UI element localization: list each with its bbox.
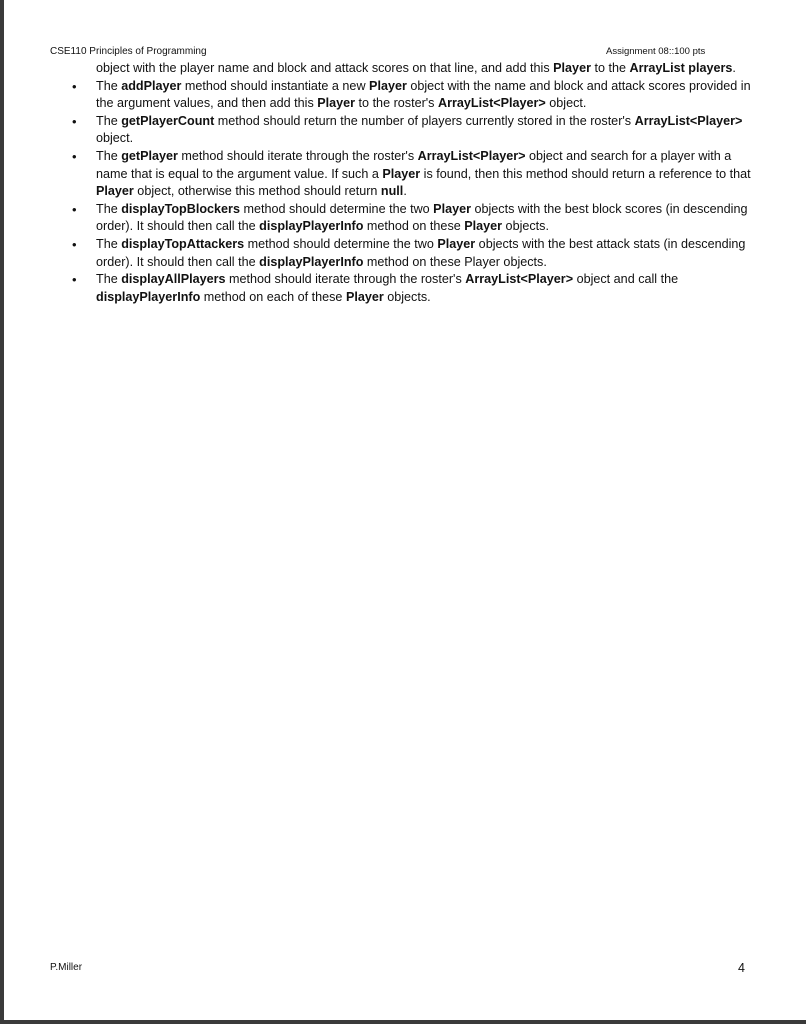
bullet-4-run: The bbox=[96, 236, 122, 251]
bullet-4-run: method should determine the two bbox=[244, 236, 438, 251]
bullet-2-run: Player bbox=[96, 184, 134, 199]
bullet-5-run: displayPlayerInfo bbox=[96, 289, 201, 304]
bullet-4-run: Player bbox=[437, 236, 476, 251]
bullet-2-run: object, otherwise this method should return bbox=[133, 184, 381, 199]
bullet-item bbox=[96, 113, 764, 148]
bullet-3-run: displayTopBlockers bbox=[121, 201, 240, 216]
bullet-5-run: The bbox=[96, 272, 122, 287]
page-number: 4 bbox=[738, 961, 745, 975]
bullet-4-run: objects with the best attack stats (in descending order). It should then call the bbox=[96, 236, 746, 269]
bullet-0-run: addPlayer bbox=[121, 78, 182, 93]
bullet-2-run: getPlayer bbox=[121, 148, 178, 163]
bullet-1-run: method should return the number of players currently stored in the roster's bbox=[214, 113, 635, 128]
bullet-3-run: objects. bbox=[502, 219, 549, 234]
bullet-1-run: ArrayList<Player> bbox=[634, 113, 743, 128]
bullet-item bbox=[96, 148, 764, 201]
bullet-2-run: . bbox=[403, 184, 407, 199]
footer-author: P.Miller bbox=[50, 962, 83, 973]
continuation-run: Player bbox=[553, 61, 591, 75]
bullet-1-run: The bbox=[96, 113, 122, 128]
bullet-5-run: object and call the bbox=[573, 272, 679, 287]
bullet-item bbox=[96, 78, 764, 113]
bullet-2-run: method should iterate through the roster's bbox=[177, 148, 418, 163]
bullet-0-run: The bbox=[96, 78, 122, 93]
bullet-item bbox=[96, 271, 764, 306]
bullet-2-run: object and search for a player with a name that is equal to the argument value. If such a bbox=[96, 148, 732, 181]
bullet-1-run: object. bbox=[96, 131, 134, 146]
bullet-3-run: objects with the best block scores (in descending order). It should then call the bbox=[96, 201, 748, 234]
bullet-item bbox=[96, 236, 764, 271]
bullet-5-run: ArrayList<Player> bbox=[465, 272, 574, 287]
bullet-2-run: The bbox=[96, 148, 122, 163]
bullet-0-run: Player bbox=[317, 96, 356, 111]
bullet-3-run: method should determine the two bbox=[239, 201, 434, 216]
bullet-1-run: getPlayerCount bbox=[121, 113, 215, 128]
bullet-5-run: displayAllPlayers bbox=[121, 272, 226, 287]
bullet-0-run: object. bbox=[545, 96, 587, 111]
document-page bbox=[4, 0, 806, 1020]
continuation-run: object with the player name and block and attack scores on that line, and add this bbox=[96, 61, 554, 75]
continuation-run: . bbox=[732, 61, 736, 75]
bullet-0-run: ArrayList<Player> bbox=[437, 96, 546, 111]
bullet-3-run: The bbox=[96, 201, 122, 216]
bullet-0-run: method should instantiate a new bbox=[181, 78, 370, 93]
bullet-4-run: displayPlayerInfo bbox=[259, 254, 364, 269]
body-text bbox=[96, 60, 764, 306]
continuation-run: to the bbox=[590, 61, 630, 75]
bullet-0-run: to the roster's bbox=[355, 96, 438, 111]
bullet-2-run: null bbox=[380, 184, 404, 199]
bullet-2-run: Player bbox=[382, 166, 421, 181]
bullet-3-run: method on these bbox=[363, 219, 465, 234]
bullet-4-run: method on these Player objects. bbox=[363, 254, 547, 269]
bullet-item bbox=[96, 201, 764, 236]
header-course: CSE110 Principles of Programming bbox=[50, 46, 207, 57]
bullet-4-run: displayTopAttackers bbox=[121, 236, 245, 251]
continuation-paragraph bbox=[96, 60, 764, 78]
bullet-3-run: Player bbox=[433, 201, 471, 216]
bullet-5-run: objects. bbox=[383, 289, 431, 304]
header-assignment: Assignment 08::100 pts bbox=[606, 46, 706, 57]
bullet-5-run: Player bbox=[345, 289, 384, 304]
continuation-run: ArrayList players bbox=[629, 61, 733, 75]
bullet-3-run: Player bbox=[464, 219, 503, 234]
bullet-2-run: is found, then this method should return a reference to that bbox=[420, 166, 751, 181]
bullet-2-run: ArrayList<Player> bbox=[417, 148, 526, 163]
bullet-list bbox=[96, 78, 764, 307]
bullet-0-run: object with the name and block and attack scores provided in the argument values, and then add this bbox=[96, 78, 751, 111]
bullet-5-run: method should iterate through the roster's bbox=[225, 272, 466, 287]
bullet-5-run: method on each of these bbox=[200, 289, 346, 304]
bullet-3-run: displayPlayerInfo bbox=[259, 219, 364, 234]
bullet-0-run: Player bbox=[369, 78, 407, 93]
